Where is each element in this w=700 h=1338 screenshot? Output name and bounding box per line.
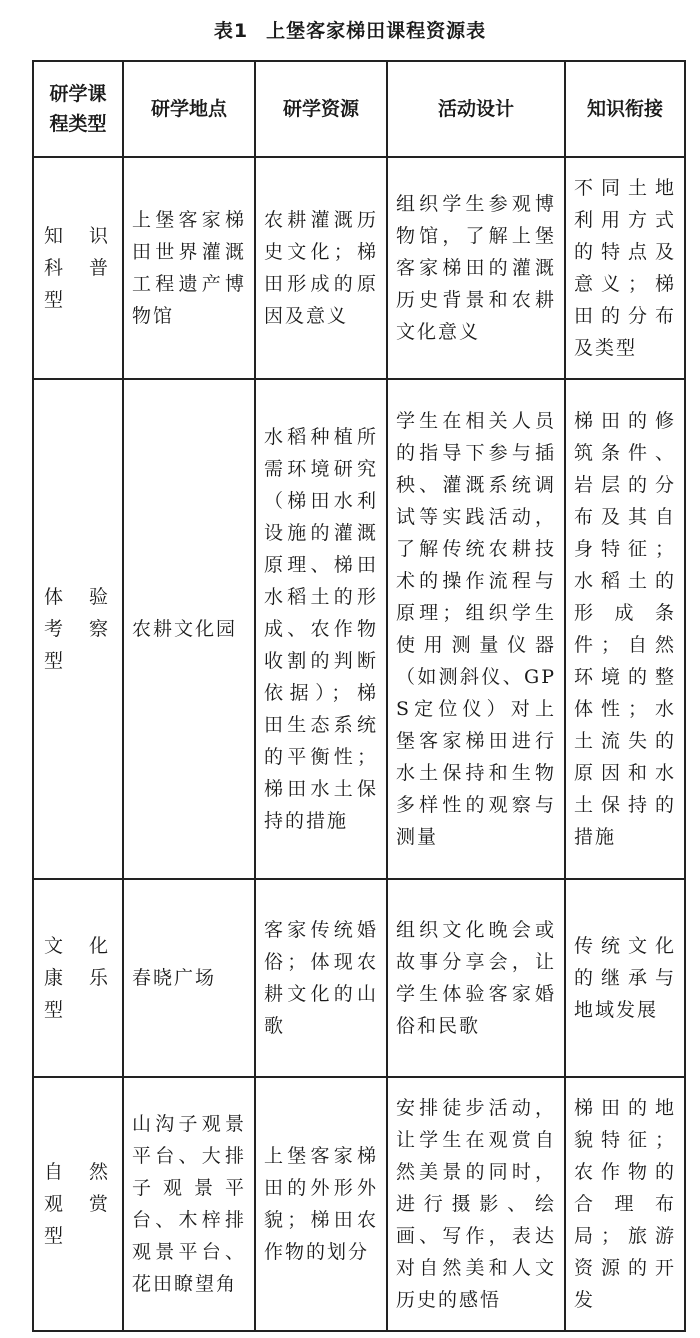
cell-knowledge: 梯田的地貌特征；农作物的合理布局；旅游资源的开发 (565, 1077, 685, 1331)
cell-activity: 组织文化晚会或故事分享会，让学生体验客家婚俗和民歌 (387, 879, 565, 1077)
table-row (33, 157, 685, 379)
cell-knowledge: 不同土地利用方式的特点及意义；梯田的分布及类型 (565, 157, 685, 379)
cell-knowledge: 传统文化的继承与地域发展 (565, 879, 685, 1077)
cell-activity: 安排徒步活动，让学生在观赏自然美景的同时，进行摄影、绘画、写作，表达对自然美和人文历史的感悟 (387, 1077, 565, 1331)
course-resource-table (32, 60, 686, 1332)
cell-resource: 农耕灌溉历史文化；梯田形成的原因及意义 (255, 157, 387, 379)
table-caption (0, 16, 700, 43)
cell-location: 农耕文化园 (123, 379, 255, 879)
cell-course-type: 知识科普型 (33, 157, 123, 379)
cell-resource: 水稻种植所需环境研究（梯田水利设施的灌溉原理、梯田水稻土的形成、农作物收割的判断依据）；梯田生态系统的平衡性；梯田水土保持的措施 (255, 379, 387, 879)
table-row (33, 879, 685, 1077)
cell-course-type: 文化康乐型 (33, 879, 123, 1077)
header-resource: 研学资源 (255, 61, 387, 157)
cell-resource: 上堡客家梯田的外形外貌；梯田农作物的划分 (255, 1077, 387, 1331)
cell-knowledge: 梯田的修筑条件、岩层的分布及其自身特征；水稻土的形成条件；自然环境的整体性；水土流失的原因和水土保持的措施 (565, 379, 685, 879)
cell-course-type: 自然观赏型 (33, 1077, 123, 1331)
header-course-type: 研学课程类型 (33, 61, 123, 157)
header-activity: 活动设计 (387, 61, 565, 157)
cell-location: 春晓广场 (123, 879, 255, 1077)
cell-activity: 组织学生参观博物馆，了解上堡客家梯田的灌溉历史背景和农耕文化意义 (387, 157, 565, 379)
caption-number: 表1 (213, 20, 249, 42)
cell-resource: 客家传统婚俗；体现农耕文化的山歌 (255, 879, 387, 1077)
caption-title: 上堡客家梯田课程资源表 (266, 20, 487, 42)
table-row (33, 379, 685, 879)
header-knowledge: 知识衔接 (565, 61, 685, 157)
cell-location: 山沟子观景平台、大排子观景平台、木梓排观景平台、花田瞭望角 (123, 1077, 255, 1331)
header-location: 研学地点 (123, 61, 255, 157)
cell-course-type: 体验考察型 (33, 379, 123, 879)
cell-activity: 学生在相关人员的指导下参与插秧、灌溉系统调试等实践活动，了解传统农耕技术的操作流程与原理；组织学生使用测量仪器（如测斜仪、GPS定位仪）对上堡客家梯田进行水土保持和生物多样性的观察与测量 (387, 379, 565, 879)
table-header-row (33, 61, 685, 157)
cell-location: 上堡客家梯田世界灌溉工程遗产博物馆 (123, 157, 255, 379)
table-row (33, 1077, 685, 1331)
